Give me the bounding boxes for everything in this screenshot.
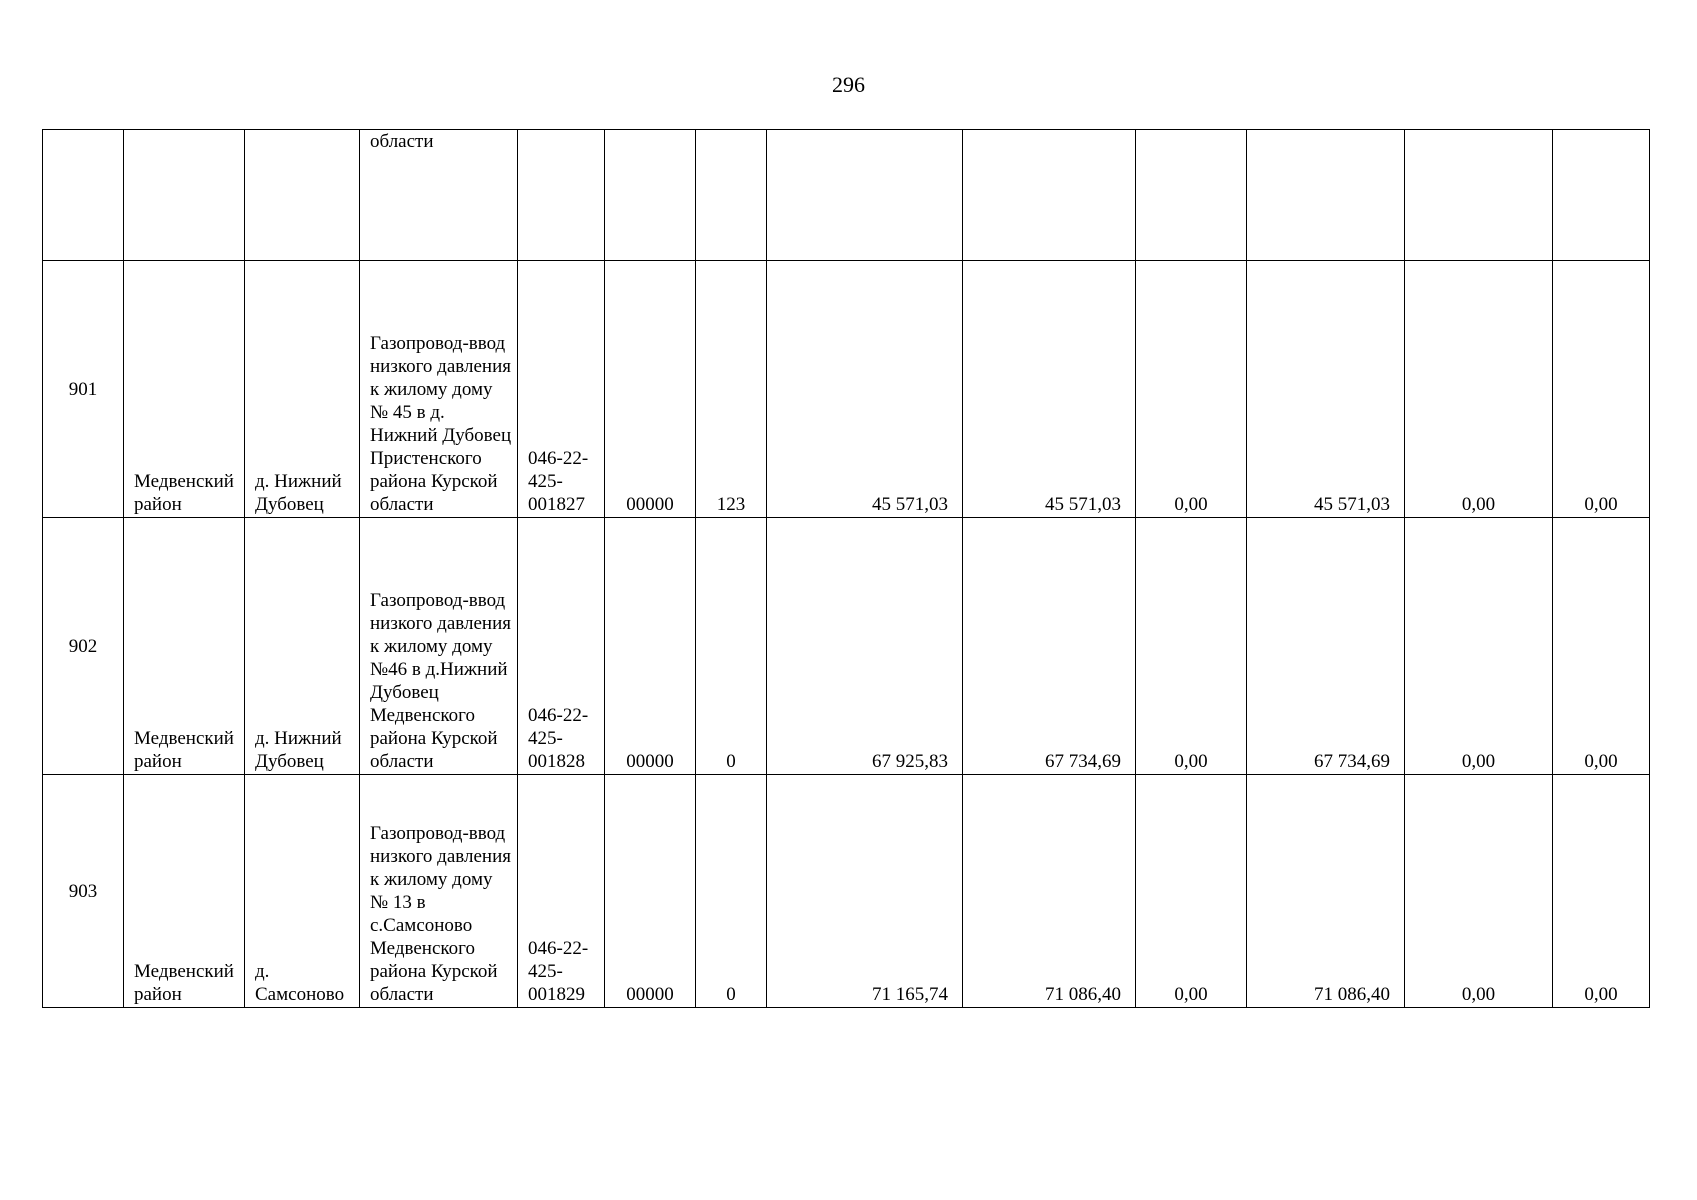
- cell-reg-number: 046-22-425-001829: [518, 775, 605, 1008]
- cell-empty: [43, 130, 124, 261]
- cell-value-2: 45 571,03: [963, 261, 1136, 518]
- cell-empty: [963, 130, 1136, 261]
- cell-district: Медвенский район: [124, 775, 245, 1008]
- cell-row-number: 901: [43, 261, 124, 518]
- cell-value-1: 45 571,03: [767, 261, 963, 518]
- cell-description: Газопровод-ввод низкого давления к жилому дому № 45 в д. Нижний Дубовец Пристенского района Курской области: [360, 261, 518, 518]
- cell-length: 123: [696, 261, 767, 518]
- cell-value-5: 0,00: [1405, 261, 1553, 518]
- registry-table: [42, 129, 1650, 1008]
- table-row: [43, 518, 1650, 775]
- cell-description: Газопровод-ввод низкого давления к жилому дому №46 в д.Нижний Дубовец Медвенского района Курской области: [360, 518, 518, 775]
- cell-value-4: 45 571,03: [1247, 261, 1405, 518]
- cell-row-number: 902: [43, 518, 124, 775]
- cell-value-6: 0,00: [1553, 261, 1650, 518]
- cell-empty: [1405, 130, 1553, 261]
- cell-reg-number: 046-22-425-001828: [518, 518, 605, 775]
- cell-empty: [1553, 130, 1650, 261]
- table-row: [43, 261, 1650, 518]
- cell-value-3: 0,00: [1136, 518, 1247, 775]
- cell-empty: [696, 130, 767, 261]
- cell-district: Медвенский район: [124, 261, 245, 518]
- table-row: [43, 775, 1650, 1008]
- cell-code: 00000: [605, 261, 696, 518]
- cell-length: 0: [696, 775, 767, 1008]
- cell-locality: д. Самсоново: [245, 775, 360, 1008]
- cell-empty: [124, 130, 245, 261]
- table-row-continuation: [43, 130, 1650, 261]
- cell-empty: [245, 130, 360, 261]
- cell-code: 00000: [605, 518, 696, 775]
- cell-value-5: 0,00: [1405, 775, 1553, 1008]
- cell-value-4: 67 734,69: [1247, 518, 1405, 775]
- cell-value-3: 0,00: [1136, 775, 1247, 1008]
- cell-locality: д. Нижний Дубовец: [245, 261, 360, 518]
- cell-value-6: 0,00: [1553, 775, 1650, 1008]
- cell-row-number: 903: [43, 775, 124, 1008]
- cell-code: 00000: [605, 775, 696, 1008]
- cell-value-1: 67 925,83: [767, 518, 963, 775]
- cell-empty: [518, 130, 605, 261]
- cell-locality: д. Нижний Дубовец: [245, 518, 360, 775]
- cell-empty: [1136, 130, 1247, 261]
- cell-reg-number: 046-22-425-001827: [518, 261, 605, 518]
- cell-empty: [1247, 130, 1405, 261]
- cell-value-2: 71 086,40: [963, 775, 1136, 1008]
- cell-value-6: 0,00: [1553, 518, 1650, 775]
- cell-value-2: 67 734,69: [963, 518, 1136, 775]
- cell-value-1: 71 165,74: [767, 775, 963, 1008]
- cell-empty: [767, 130, 963, 261]
- cell-empty: [605, 130, 696, 261]
- page-number: 296: [832, 72, 865, 97]
- cell-length: 0: [696, 518, 767, 775]
- cell-value-5: 0,00: [1405, 518, 1553, 775]
- cell-value-4: 71 086,40: [1247, 775, 1405, 1008]
- cell-description-continuation: области: [360, 130, 518, 261]
- cell-district: Медвенский район: [124, 518, 245, 775]
- cell-description: Газопровод-ввод низкого давления к жилому дому № 13 в с.Самсоново Медвенского района Курской области: [360, 775, 518, 1008]
- cell-value-3: 0,00: [1136, 261, 1247, 518]
